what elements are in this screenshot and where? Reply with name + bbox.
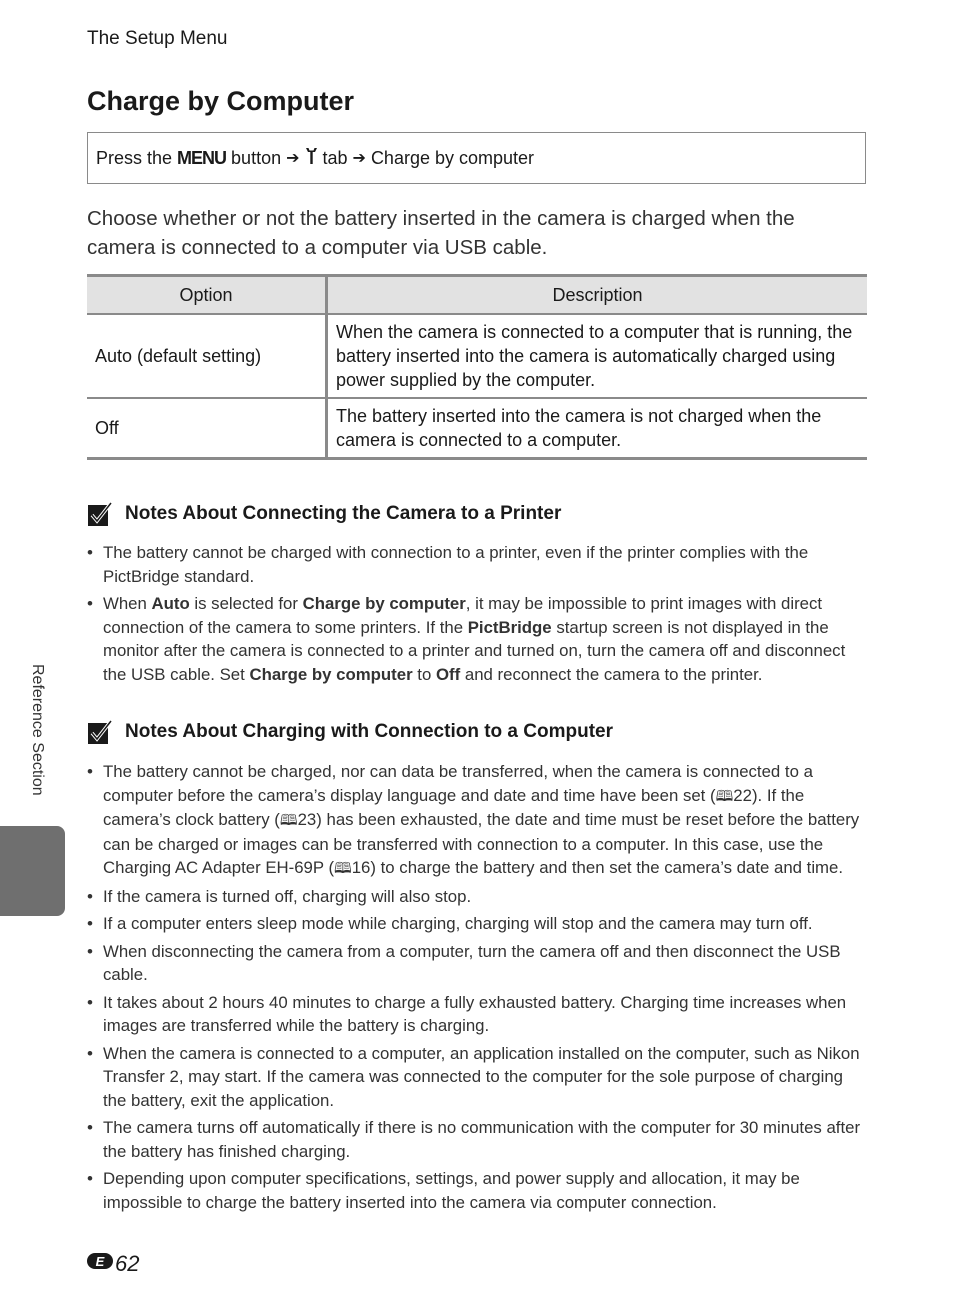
list-item xyxy=(87,912,867,936)
page-ref: 23 xyxy=(297,810,317,829)
side-section-label: Reference Section xyxy=(29,664,46,796)
table-cell-option: Off xyxy=(87,398,327,459)
section-header: The Setup Menu xyxy=(87,28,228,49)
text-run: is selected for xyxy=(189,594,303,613)
menu-path-button: button xyxy=(231,147,282,168)
list-item xyxy=(87,1116,867,1163)
text-run: startup screen is not displayed in the monitor after the camera is connected to a printer and turned on, turn the camera off and disconnect the USB cable. Set xyxy=(103,617,846,684)
page-ref: 16 xyxy=(351,858,371,877)
list-item xyxy=(87,1167,867,1214)
list-item-text: When the camera is connected to a computer, an application installed on the computer, such as Nikon Transfer 2, may start. If the camera was connected to the computer for the sole purpose of charging the battery, exit the application. xyxy=(103,1043,860,1110)
list-item xyxy=(87,940,867,987)
text-run: ) to charge the battery and then set the camera’s date and time. xyxy=(370,858,844,877)
page-title: Charge by Computer xyxy=(87,86,355,116)
list-item xyxy=(87,1042,867,1113)
side-section-tab xyxy=(0,826,65,916)
text-run: ) has been exhausted, the date and time must be reset before the battery can be charged or images can be transferred with connection to a computer. In this case, use the Charging AC Adapter EH-69P ( xyxy=(103,810,860,877)
text-run: ). If the camera’s clock battery ( xyxy=(103,785,805,829)
keyword: Off xyxy=(435,664,461,684)
page-number-value: 62 xyxy=(115,1251,140,1276)
note-heading-printer xyxy=(87,502,561,526)
note-heading-computer xyxy=(87,720,613,744)
list-item xyxy=(87,592,867,686)
options-table xyxy=(87,274,867,460)
keyword: Charge by computer xyxy=(249,664,413,684)
note-heading-text: Notes About Charging with Connection to a Computer xyxy=(125,721,613,742)
list-item xyxy=(87,541,867,588)
table-cell-description: When the camera is connected to a computer that is running, the battery inserted into the camera is automatically charged using power supplied by the computer. xyxy=(327,314,868,398)
list-item-text: The camera turns off automatically if there is no communication with the computer for 30 minutes after the battery has finished charging. xyxy=(103,1118,861,1161)
arrow-right-icon: ➔ xyxy=(286,150,300,167)
page-number xyxy=(87,1251,139,1277)
check-note-icon xyxy=(87,720,111,744)
text-run: When xyxy=(103,594,152,613)
list-item-text: When disconnecting the camera from a computer, turn the camera off and then disconnect the USB cable. xyxy=(103,941,841,984)
text-run: to xyxy=(412,664,436,684)
list-item xyxy=(87,760,867,881)
list-item-text: It takes about 2 hours 40 minutes to charge a fully exhausted battery. Charging time increases when images are transferred while the battery is charging. xyxy=(103,992,847,1035)
table-row xyxy=(87,314,867,398)
table-cell-description: The battery inserted into the camera is not charged when the camera is connected to a computer. xyxy=(336,406,822,450)
menu-path-item: Charge by computer xyxy=(370,147,535,168)
arrow-right-icon: ➔ xyxy=(352,150,366,167)
check-note-icon xyxy=(87,502,111,526)
text-run: , it may be impossible to print images with direct connection of the camera to some printers. If the xyxy=(103,594,823,637)
list-item-text: If a computer enters sleep mode while charging, charging will stop and the camera may turn off. xyxy=(103,914,813,933)
text-run: The battery cannot be charged, nor can data be transferred, when the camera is connected to a computer before the camera’s display language and date and time have been set ( xyxy=(103,762,813,805)
list-item-text: If the camera is turned off, charging will also stop. xyxy=(103,886,472,906)
book-ref-icon: 🕮 xyxy=(279,811,298,829)
list-item xyxy=(87,885,867,909)
menu-button-icon: MENU xyxy=(177,147,227,168)
book-ref-icon: 🕮 xyxy=(334,859,352,877)
table-cell-option: Auto (default setting) xyxy=(87,314,327,398)
note-printer-list xyxy=(87,541,867,690)
intro-paragraph: Choose whether or not the battery inserted in the camera is charged when the camera is connected to a computer via USB cable. xyxy=(87,207,795,259)
svg-text:E: E xyxy=(95,1254,105,1269)
keyword: Auto xyxy=(151,594,190,613)
table-header-option: Option xyxy=(87,276,327,315)
menu-path-press: Press the xyxy=(96,147,173,168)
wrench-icon xyxy=(305,147,318,170)
table-header-description: Description xyxy=(327,276,868,315)
keyword: Charge by computer xyxy=(302,594,466,613)
text-run: and reconnect the camera to the printer. xyxy=(460,664,763,684)
menu-path-box xyxy=(87,132,866,184)
menu-path-tab: tab xyxy=(322,147,348,168)
list-item-text: Depending upon computer specifications, settings, and power supply and allocation, it may be impossible to charge the battery inserted into the camera via computer connection. xyxy=(103,1169,800,1212)
page-ref: 22 xyxy=(733,785,752,805)
keyword: PictBridge xyxy=(467,617,552,637)
table-row xyxy=(87,398,867,459)
list-item-text: The battery cannot be charged with connection to a printer, even if the printer complies with the PictBridge standard. xyxy=(103,543,809,586)
book-ref-icon: 🕮 xyxy=(715,786,734,805)
note-heading-text: Notes About Connecting the Camera to a Printer xyxy=(125,503,562,524)
list-item xyxy=(87,991,867,1038)
reference-e-icon xyxy=(87,1251,113,1277)
note-computer-list xyxy=(87,760,867,1218)
